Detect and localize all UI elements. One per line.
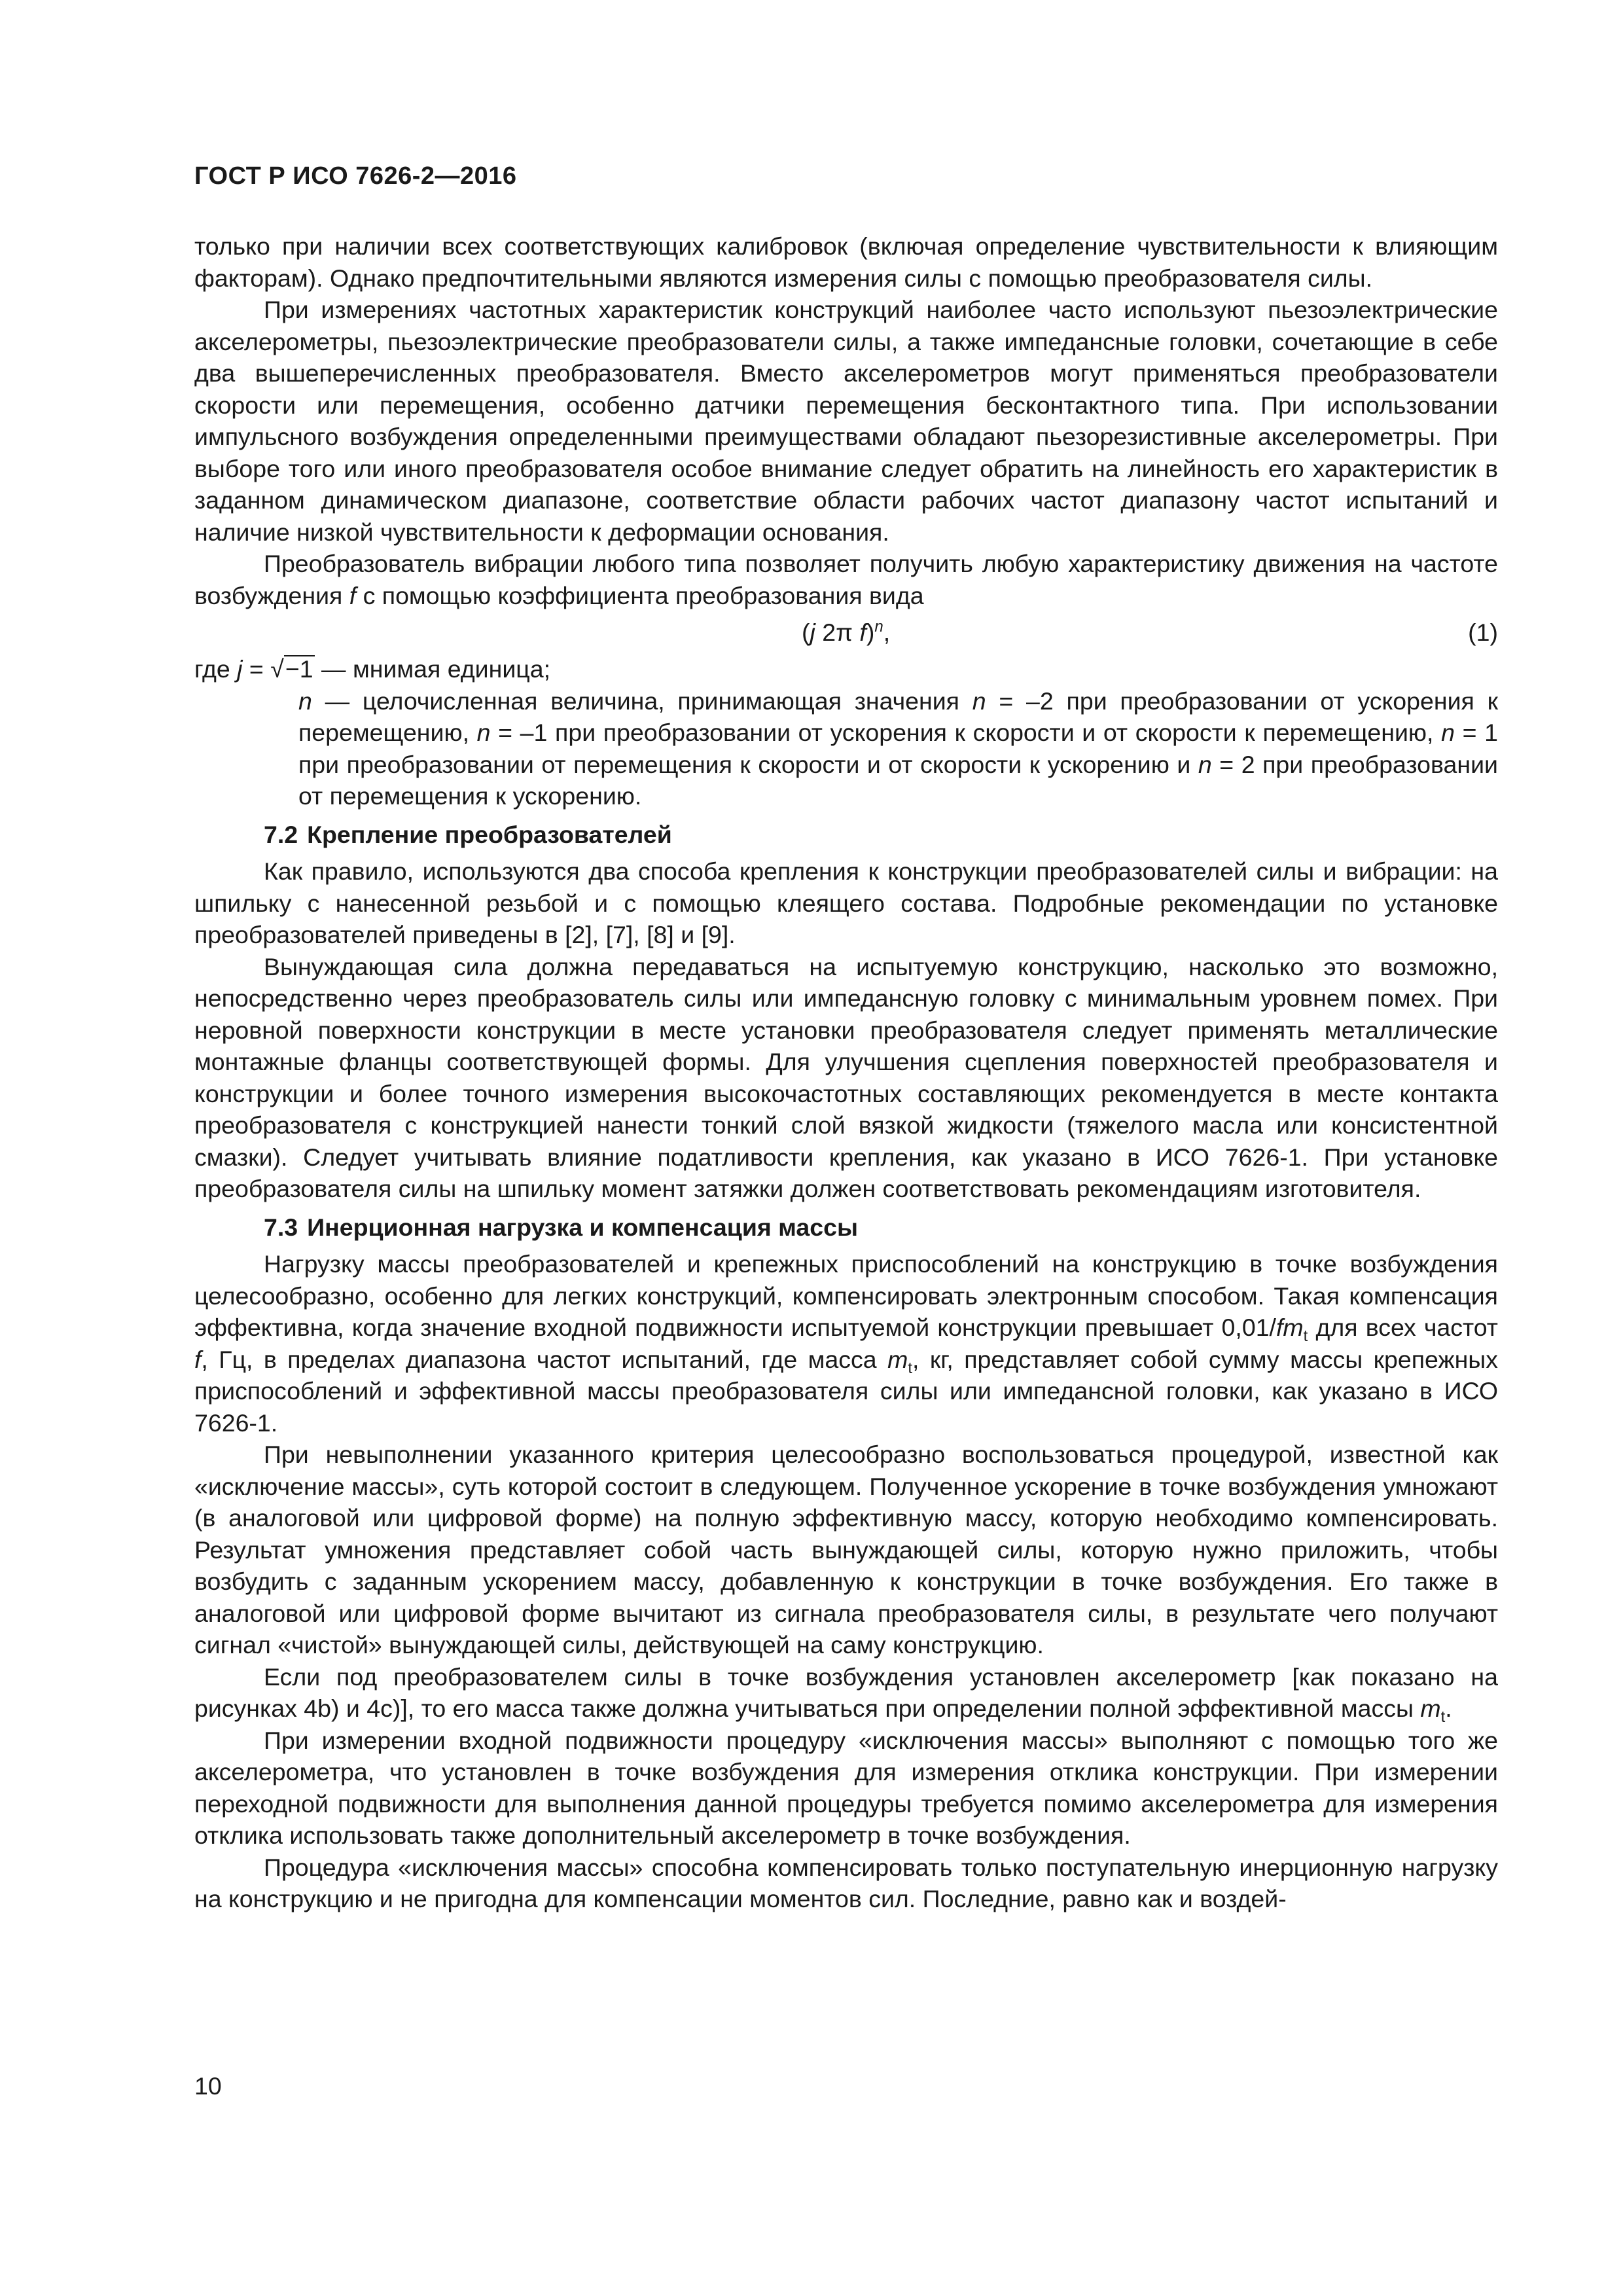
formula-1 bbox=[194, 614, 1498, 653]
section-7-3-paragraph-3: Если под преобразователем силы в точке возбуждения установлен акселерометр [как показано на рисунках 4b) и 4c)], то его масса также должна учитываться при определении полной эффективной массы $m_t$. bbox=[194, 1662, 1498, 1726]
sqrt-symbol: √−1 bbox=[270, 655, 313, 683]
section-7-2-paragraph-2: Вынуждающая сила должна передаваться на испытуемую конструкцию, насколько это возможно, непосредственно через преобразователь силы или импедансную головку с минимальным уровнем помех. При неровной поверхности конструкции в месте установки преобразователя следует применять металлические монтажные фланцы соответствующей формы. Для улучшения сцепления поверхностей преобразователя и конструкции и более точного измерения высокочастотных составляющих рекомендуется в месте контакта преобразователя с конструкцией нанести тонкий слой вязкой жидкости (тяжелого масла или консистентной смазки). Следует учитывать влияние податливости крепления, как указано в ИСО 7626-1. При установке преобразователя силы на шпильку момент затяжки должен соответствовать рекомендациям изготовителя. bbox=[194, 952, 1498, 1202]
section-7-3-paragraph-2: При невыполнении указанного критерия целесообразно воспользоваться процедурой, известной как «исключение массы», суть которой состоит в следующем. Полученное ускорение в точке возбуждения умножают (в аналоговой или цифровой форме) на полную эффективную массу, которую необходимо компенсировать. Результат умножения представляет собой часть вынуждающей силы, которую нужно приложить, чтобы возбудить с заданным ускорением массу, добавленную к конструкции в точке возбуждения. Его также в аналоговой или цифровой форме вычитают из сигнала преобразователя силы, в результате чего получают сигнал «чистой» вынуждающей силы, действующей на саму конструкцию. bbox=[194, 1441, 1498, 1659]
where-n-definition: n — целочисленная величина, принимающая значения n = –2 при преобразовании от ускорения к перемещению, n = –1 при преобразовании от ускорения к скорости и от скорости к перемещению, n = 1 при преобразовании от перемещения к скорости и от скорости к ускорению и n = 2 при преобразовании от перемещения к ускорению. bbox=[298, 687, 1498, 810]
formula-expression: (j 2π f)$^n$, bbox=[802, 618, 891, 646]
section-7-3-heading: 7.3 Инерционная нагрузка и компенсация массы bbox=[264, 1213, 859, 1241]
body-text bbox=[194, 230, 1498, 1915]
section-7-3-paragraph-1: Нагрузку массы преобразователей и крепежных приспособлений на конструкцию в точке возбуждения целесообразно, особенно для легких конструкций, компенсировать электронным способом. Такая компенсация эффективна, когда значение входной подвижности испытуемой конструкции превышает $0,01/fm_t$ для всех частот f, Гц, в пределах диапазона частот испытаний, где масса $m_t$, кг, представляет собой сумму массы крепежных приспособлений и эффективной массы преобразователя силы или импедансной головки, как указано в ИСО 7626-1. bbox=[194, 1250, 1498, 1437]
section-7-2-paragraph-1: Как правило, используются два способа крепления к конструкции преобразователей силы и вибрации: на шпильку с нанесенной резьбой и с помощью клеящего состава. Подробные рекомендации по установке преобразователей приведены в [2], [7], [8] и [9]. bbox=[194, 857, 1498, 948]
document-header: ГОСТ Р ИСО 7626-2—2016 bbox=[194, 162, 517, 190]
equation-number: (1) bbox=[1468, 619, 1498, 646]
text: Преобразователь вибрации любого типа позволяет получить любую характеристику движения на частоте возбуждения bbox=[194, 550, 1498, 609]
where-j-definition: где j = √−1 — мнимая единица; bbox=[194, 653, 1498, 685]
var-f: f bbox=[349, 581, 357, 609]
paragraph-continuation: только при наличии всех соответствующих калибровок (включая определение чувствительности к влияющим факторам). Однако предпочтительными являются измерения силы с помощью преобразователя силы. bbox=[194, 232, 1498, 292]
paragraph-conversion bbox=[194, 548, 1498, 611]
document-page bbox=[194, 0, 1498, 2296]
text: с помощью коэффициента преобразования вида bbox=[356, 581, 924, 609]
page-number: 10 bbox=[194, 2072, 222, 2100]
section-7-3-paragraph-5: Процедура «исключения массы» способна компенсировать только поступательную инерционную нагрузку на конструкцию и не пригодна для компенсации моментов сил. Последние, равно как и воздей- bbox=[194, 1853, 1498, 1912]
section-7-2-heading: 7.2 Крепление преобразователей bbox=[264, 820, 672, 848]
section-7-3-paragraph-4: При измерении входной подвижности процедуру «исключения массы» выполняют с помощью того же акселерометра, что установлен в точке возбуждения для измерения отклика конструкции. При измерении переходной подвижности для выполнения данной процедуры требуется помимо акселерометра для измерения отклика использовать также дополнительный акселерометр в точке возбуждения. bbox=[194, 1726, 1498, 1849]
paragraph-transducers: При измерениях частотных характеристик конструкций наиболее часто используют пьезоэлектрические акселерометры, пьезоэлектрические преобразователи силы, а также импедансные головки, сочетающие в себе два вышеперечисленных преобразователя. Вместо акселерометров могут применяться преобразователи скорости или перемещения, особенно датчики перемещения бесконтактного типа. При использовании импульсного возбуждения определенными преимуществами обладают пьезорезистивные акселерометры. При выборе того или иного преобразователя особое внимание следует обратить на линейность его характеристик в заданном динамическом диапазоне, соответствие области рабочих частот диапазону частот испытаний и наличие низкой чувствительности к деформации основания. bbox=[194, 296, 1498, 546]
